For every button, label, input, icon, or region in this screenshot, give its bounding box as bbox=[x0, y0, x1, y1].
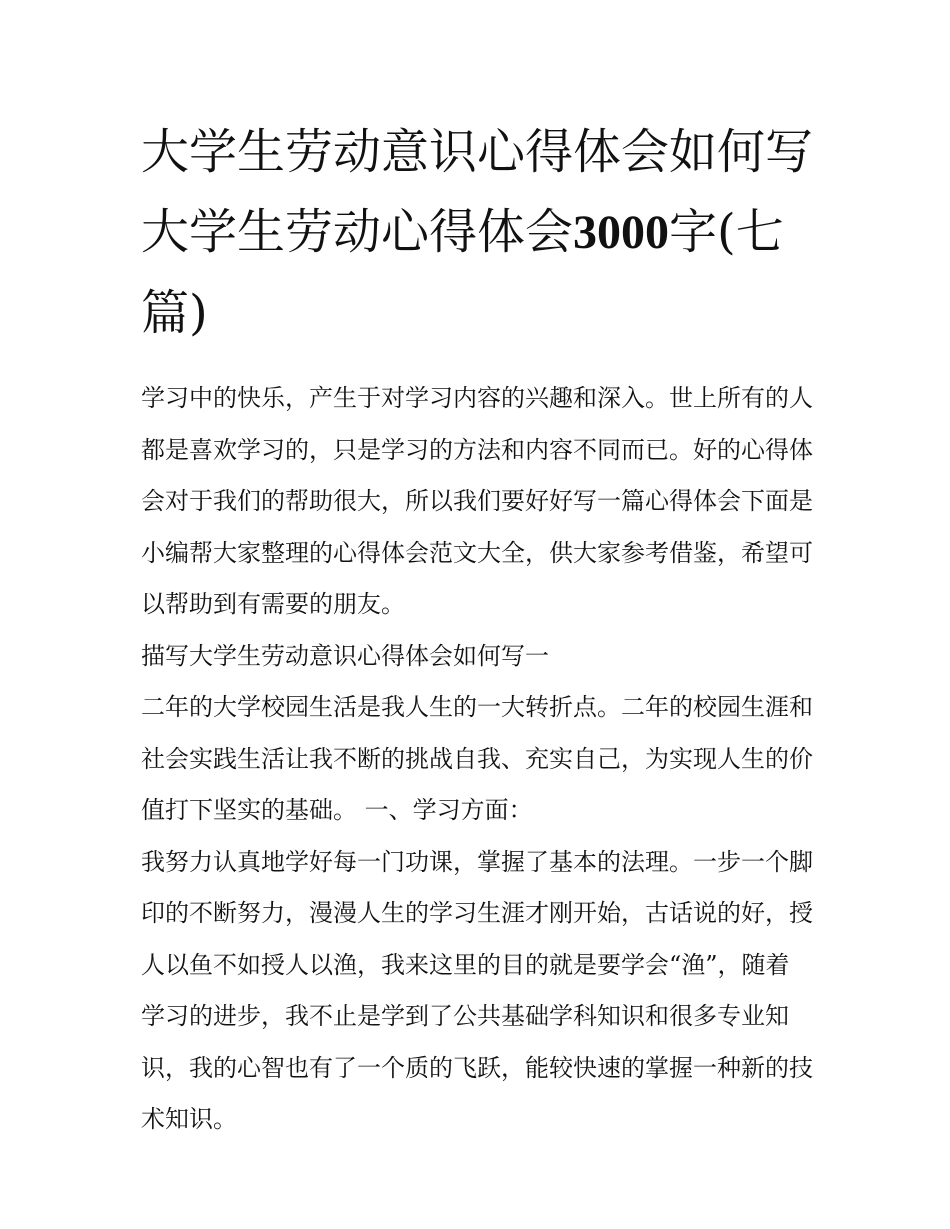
body-paragraph-2: 我努力认真地学好每一门功课，掌握了基本的法理。一步一个脚印的不断努力，漫漫人生的学习生涯才刚开始，古话说的好，授人以鱼不如授人以渔，我来这里的目的就是要学会“渔”，随着学习的进步，我不止是学到了公共基础学科知识和很多专业知识，我的心智也有了一个质的飞跃，能较快速的掌握一种新的技术知识。 bbox=[141, 847, 813, 1133]
body-paragraph-1: 二年的大学校园生活是我人生的一大转折点。二年的校园生涯和社会实践生活让我不断的挑战自我、充实自己，为实现人生的价值打下坚实的基础。 一、学习方面： bbox=[141, 693, 813, 824]
section-heading: 描写大学生劳动意识心得体会如何写一 bbox=[141, 641, 549, 670]
title-number: 3000 bbox=[573, 206, 670, 259]
intro-paragraph: 学习中的快乐，产生于对学习内容的兴趣和深入。世上所有的人都是喜欢学习的，只是学习的方法和内容不同而已。好的心得体会对于我们的帮助很大，所以我们要好好写一篇心得体会下面是小编帮大家整理的心得体会范文大全，供大家参考借鉴，希望可以帮助到有需要的朋友。 bbox=[141, 384, 813, 618]
document-page bbox=[141, 112, 813, 1146]
title-text-part1: 大学生劳动意识心得体会如何写 大学生劳动心得体会 bbox=[141, 124, 814, 260]
title-text-part2: 字(七篇) bbox=[141, 204, 784, 341]
document-title bbox=[141, 112, 813, 353]
